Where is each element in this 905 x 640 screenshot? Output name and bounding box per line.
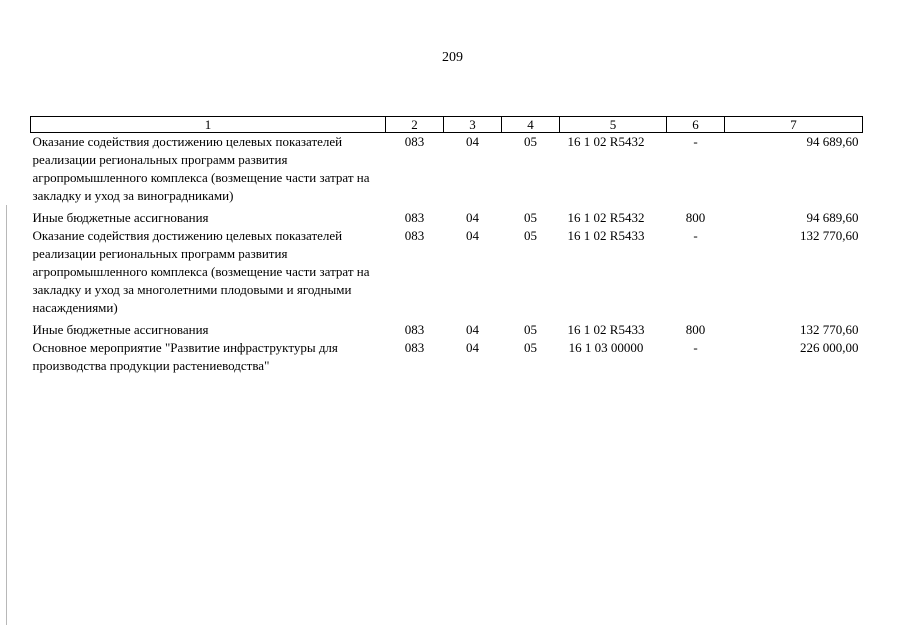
row-sum: 226 000,00 [800,340,859,355]
scan-margin-line [6,205,7,625]
row-vr: - [693,340,698,355]
budget-table [30,116,863,375]
row-rz: 04 [466,340,479,355]
row-name: Иные бюджетные ассигнования [32,322,209,337]
row-name: Иные бюджетные ассигнования [32,210,209,225]
row-csr: 16 1 02 R5432 [567,210,645,225]
row-pr: 05 [524,340,537,355]
row-name: Оказание содействия достижению целевых показателей реализации региональных программ развития агропромышленного комплекса (возмещение части затрат на закладку и уход за многолетними плодовыми и ягодными насаждениями) [32,228,370,315]
row-name: Оказание содействия достижению целевых показателей реализации региональных программ развития агропромышленного комплекса (возмещение части затрат на закладку и уход за виноградниками) [32,134,370,203]
row-vr: - [693,228,698,243]
table-row [31,133,863,206]
row-ved: 083 [404,322,425,337]
table-row [31,317,863,339]
column-header: 5 [560,117,667,133]
table-row [31,205,863,227]
column-header: 6 [667,117,725,133]
row-ved: 083 [404,134,425,149]
row-csr: 16 1 02 R5433 [567,228,645,243]
page-number: 209 [442,50,463,65]
row-pr: 05 [524,210,537,225]
column-header: 7 [725,117,863,133]
row-rz: 04 [466,134,479,149]
row-vr: 800 [685,210,706,225]
row-vr: - [693,134,698,149]
table-row [31,227,863,317]
row-pr: 05 [524,134,537,149]
row-sum: 94 689,60 [806,210,859,225]
row-sum: 132 770,60 [800,322,859,337]
row-name: Основное мероприятие "Развитие инфраструктуры для производства продукции растениеводства" [32,340,338,373]
row-sum: 132 770,60 [800,228,859,243]
row-csr: 16 1 02 R5432 [567,134,645,149]
row-sum: 94 689,60 [806,134,859,149]
row-rz: 04 [466,322,479,337]
row-ved: 083 [404,340,425,355]
column-header: 2 [386,117,444,133]
column-header: 4 [502,117,560,133]
column-header: 1 [31,117,386,133]
row-csr: 16 1 02 R5433 [567,322,645,337]
table-header-row [31,117,863,133]
row-ved: 083 [404,228,425,243]
row-vr: 800 [685,322,706,337]
row-ved: 083 [404,210,425,225]
table-row [31,339,863,375]
column-header: 3 [444,117,502,133]
row-rz: 04 [466,210,479,225]
row-pr: 05 [524,228,537,243]
row-rz: 04 [466,228,479,243]
row-csr: 16 1 03 00000 [568,340,644,355]
row-pr: 05 [524,322,537,337]
